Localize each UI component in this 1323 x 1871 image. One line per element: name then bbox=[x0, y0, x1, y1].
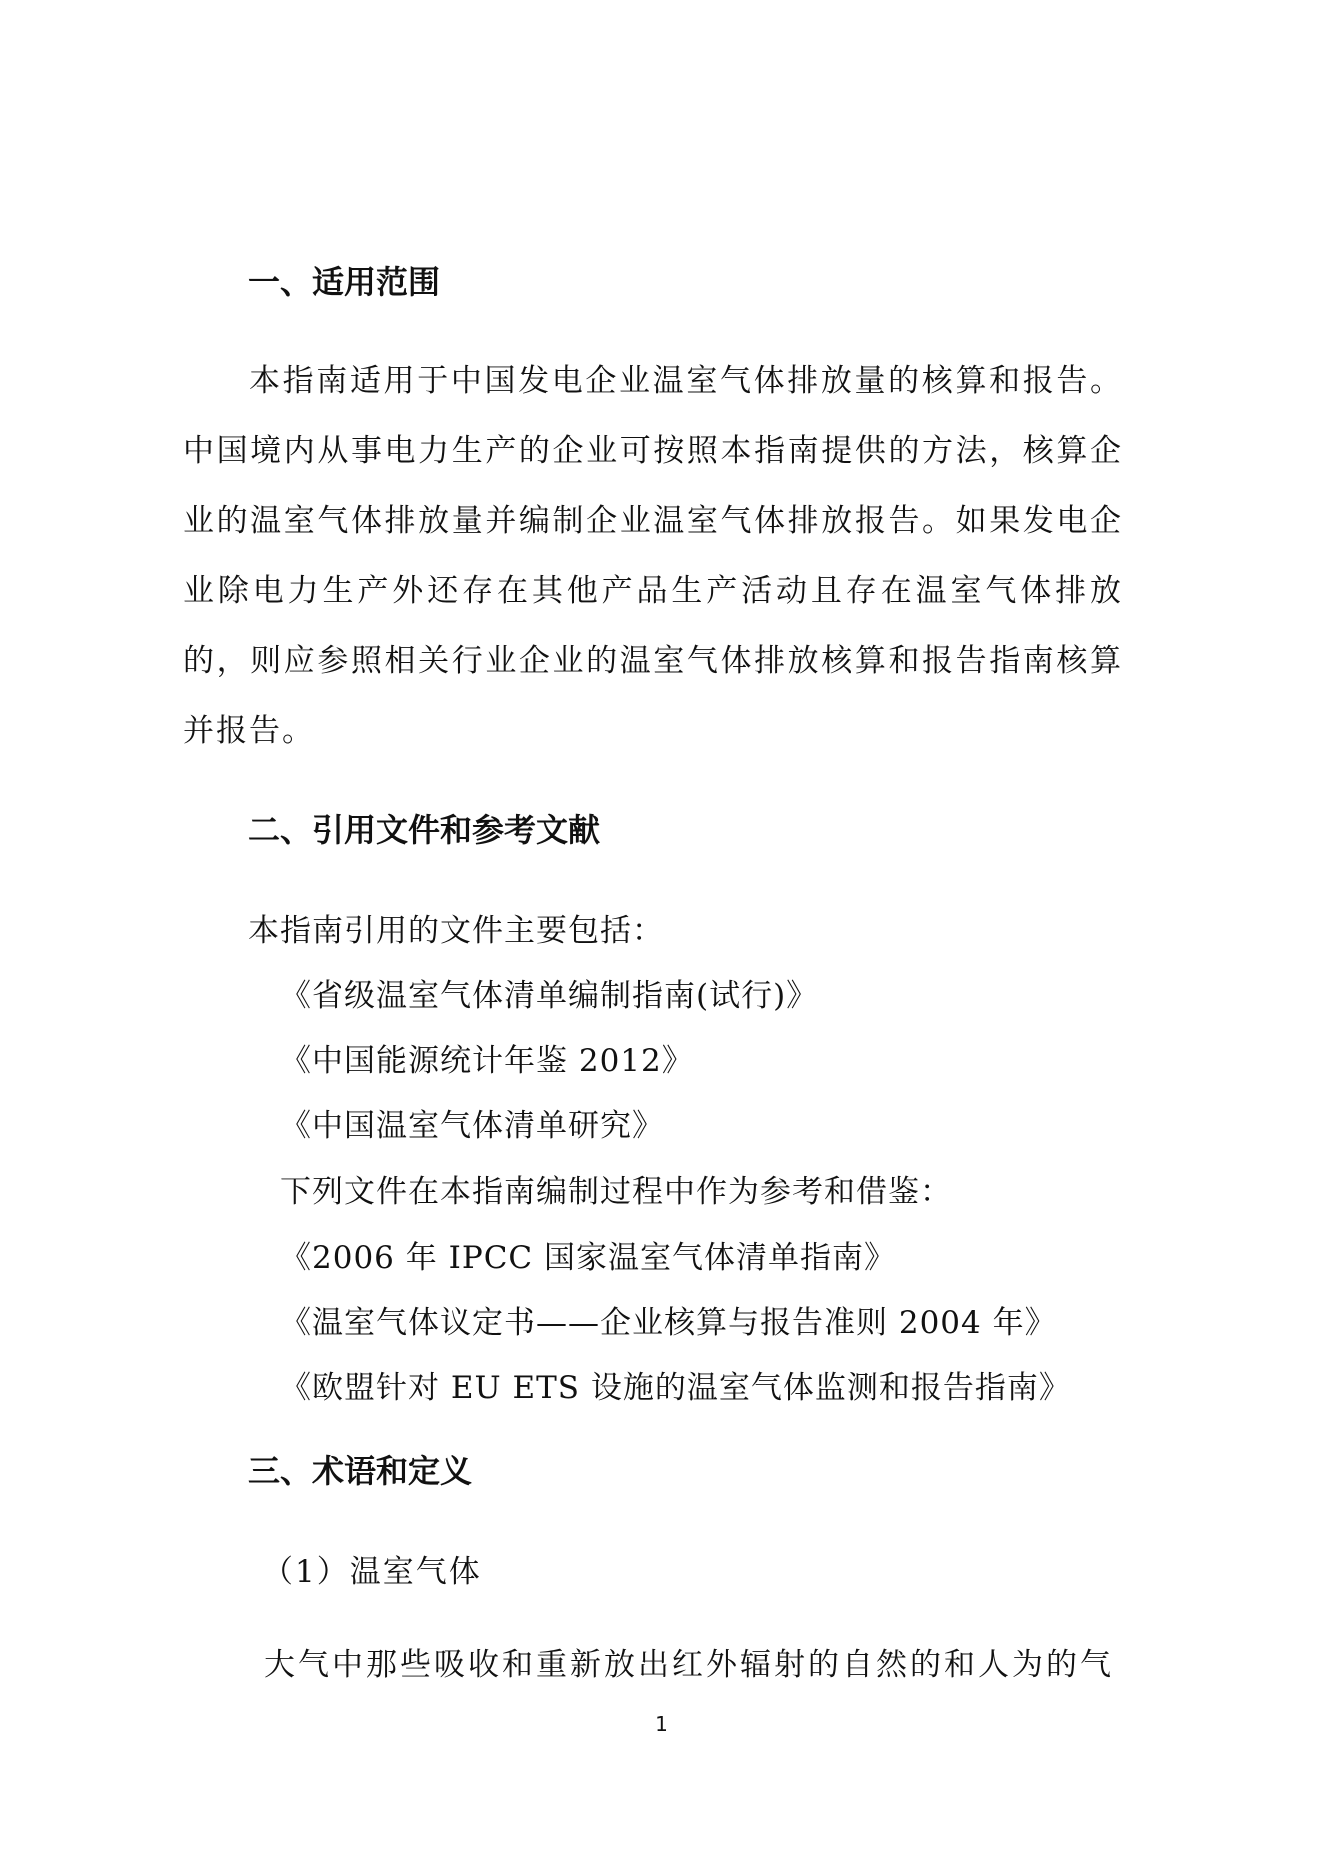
cited-intro: 本指南引用的文件主要包括： bbox=[248, 913, 664, 949]
section-heading-terms: 三、术语和定义 bbox=[248, 1452, 473, 1490]
reference-document-3: 《欧盟针对 EU ETS 设施的温室气体监测和报告指南》 bbox=[280, 1370, 1071, 1406]
page-number: 1 bbox=[655, 1712, 668, 1736]
term-greenhouse-gas-title: （1）温室气体 bbox=[262, 1554, 482, 1590]
reference-document-2: 《温室气体议定书——企业核算与报告准则 2004 年》 bbox=[280, 1305, 1057, 1341]
scope-paragraph: 本指南适用于中国发电企业温室气体排放量的核算和报告。中国境内从事电力生产的企业可按照本指南提供的方法，核算企业的温室气体排放量并编制企业温室气体排放报告。如果发电企业除电力生产外还存在其他产品生产活动且存在温室气体排放的，则应参照相关行业企业的温室气体排放核算和报告指南核算并报告。 bbox=[183, 363, 1123, 749]
reference-intro: 下列文件在本指南编制过程中作为参考和借鉴： bbox=[280, 1174, 952, 1210]
section-heading-scope: 一、适用范围 bbox=[248, 263, 441, 301]
term-greenhouse-gas-text: 大气中那些吸收和重新放出红外辐射的自然的和人为的气 bbox=[264, 1647, 1114, 1683]
cited-document-1: 《省级温室气体清单编制指南(试行)》 bbox=[280, 978, 819, 1014]
section-heading-references: 二、引用文件和参考文献 bbox=[248, 811, 601, 849]
reference-document-1: 《2006 年 IPCC 国家温室气体清单指南》 bbox=[280, 1240, 896, 1276]
cited-document-3: 《中国温室气体清单研究》 bbox=[280, 1108, 664, 1144]
cited-document-2: 《中国能源统计年鉴 2012》 bbox=[280, 1043, 694, 1079]
